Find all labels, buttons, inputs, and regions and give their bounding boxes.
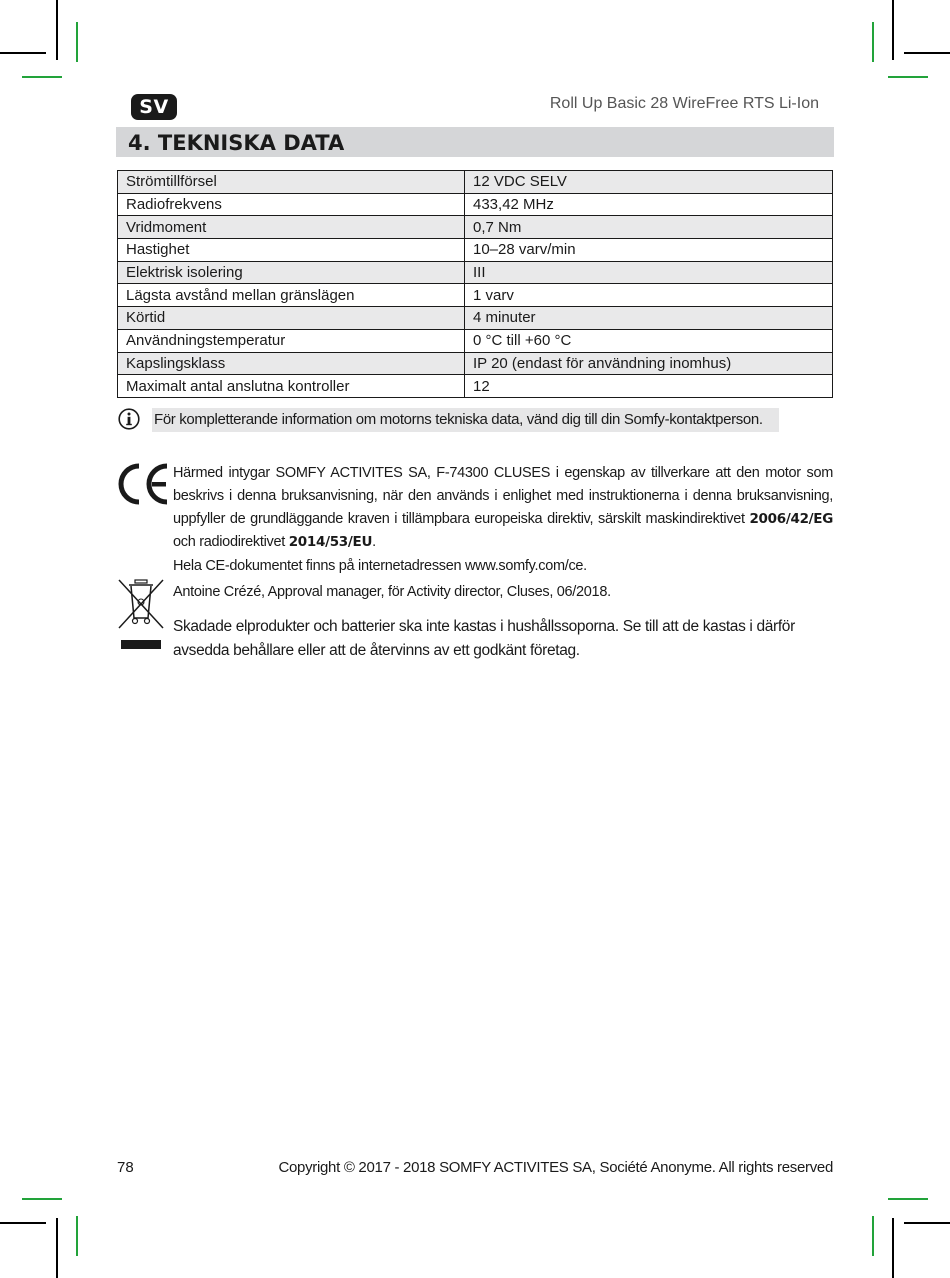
crossed-out-bin-icon [117, 578, 165, 630]
spec-label: Kapslingsklass [118, 352, 465, 375]
spec-value: 433,42 MHz [465, 193, 833, 216]
spec-label: Användningstemperatur [118, 329, 465, 352]
spec-value: 0,7 Nm [465, 216, 833, 239]
ce-mark-icon [116, 463, 170, 505]
spec-row [118, 239, 833, 262]
crop-mark [56, 0, 58, 60]
crop-mark [892, 0, 894, 60]
spec-label: Radiofrekvens [118, 193, 465, 216]
weee-bar [121, 640, 161, 649]
page-number: 78 [117, 1159, 134, 1176]
spec-row [118, 193, 833, 216]
product-title: Roll Up Basic 28 WireFree RTS Li-Ion [549, 95, 819, 112]
crop-mark [76, 22, 78, 62]
section-title: 4. TEKNISKA DATA [116, 127, 834, 157]
crop-mark [888, 76, 928, 78]
signatory-line: Antoine Crézé, Approval manager, för Activity director, Cluses, 06/2018. [173, 584, 611, 600]
ce-document-line: Hela CE-dokumentet finns på internetadressen www.somfy.com/ce. [173, 558, 587, 574]
radio-directive: 2014/53/EU [288, 534, 373, 550]
crop-mark [76, 1216, 78, 1256]
spec-row [118, 375, 833, 398]
crop-mark [872, 1216, 874, 1256]
crop-mark [0, 1222, 46, 1224]
spec-row [118, 352, 833, 375]
spec-row [118, 284, 833, 307]
spec-label: Maximalt antal anslutna kontroller [118, 375, 465, 398]
copyright: Copyright © 2017 - 2018 SOMFY ACTIVITES SA, Société Anonyme. All rights reserved [278, 1159, 833, 1176]
spec-row [118, 329, 833, 352]
crop-mark [904, 52, 950, 54]
language-badge: SV [131, 94, 177, 120]
spec-label: Strömtillförsel [118, 171, 465, 194]
spec-label: Elektrisk isolering [118, 261, 465, 284]
crop-mark [22, 1198, 62, 1200]
spec-value: 1 varv [465, 284, 833, 307]
spec-row [118, 307, 833, 330]
spec-label: Körtid [118, 307, 465, 330]
spec-value: 12 VDC SELV [465, 171, 833, 194]
spec-value: 0 °C till +60 °C [465, 329, 833, 352]
crop-mark [872, 22, 874, 62]
info-note: För kompletterande information om motorns tekniska data, vänd dig till din Somfy-kontaktperson. [152, 408, 779, 432]
spec-value: III [465, 261, 833, 284]
machinery-directive: 2006/42/EG [749, 511, 833, 527]
technical-data-table [117, 170, 833, 398]
disposal-note: Skadade elprodukter och batterier ska inte kastas i hushållssoporna. Se till att de kastas i därför avsedda behållare eller att de återvinns av ett godkänt företag. [173, 618, 795, 659]
spec-label: Lägsta avstånd mellan gränslägen [118, 284, 465, 307]
spec-row [118, 171, 833, 194]
spec-label: Hastighet [118, 239, 465, 262]
info-icon [118, 408, 140, 430]
spec-value: 4 minuter [465, 307, 833, 330]
crop-mark [904, 1222, 950, 1224]
ce-text-part: Härmed intygar SOMFY ACTIVITES SA, F-74300 CLUSES i egenskap av tillverkare att den motor som beskrivs i denna bruksanvisning, när den används i enlighet med instruktionerna i denna bruksanvisning, uppfyller de grundläggande kraven i tillämpbara europeiska direktiv, särskilt maskindirektivet [173, 465, 833, 527]
spec-label: Vridmoment [118, 216, 465, 239]
crop-mark [0, 52, 46, 54]
spec-value: 10–28 varv/min [465, 239, 833, 262]
spec-row [118, 261, 833, 284]
spec-value: 12 [465, 375, 833, 398]
ce-text-part: . [372, 534, 376, 550]
ce-declaration [173, 462, 833, 554]
spec-value: IP 20 (endast för användning inomhus) [465, 352, 833, 375]
crop-mark [888, 1198, 928, 1200]
crop-mark [22, 76, 62, 78]
spec-row [118, 216, 833, 239]
crop-mark [56, 1218, 58, 1278]
crop-mark [892, 1218, 894, 1278]
ce-text-part: och radiodirektivet [173, 534, 289, 550]
